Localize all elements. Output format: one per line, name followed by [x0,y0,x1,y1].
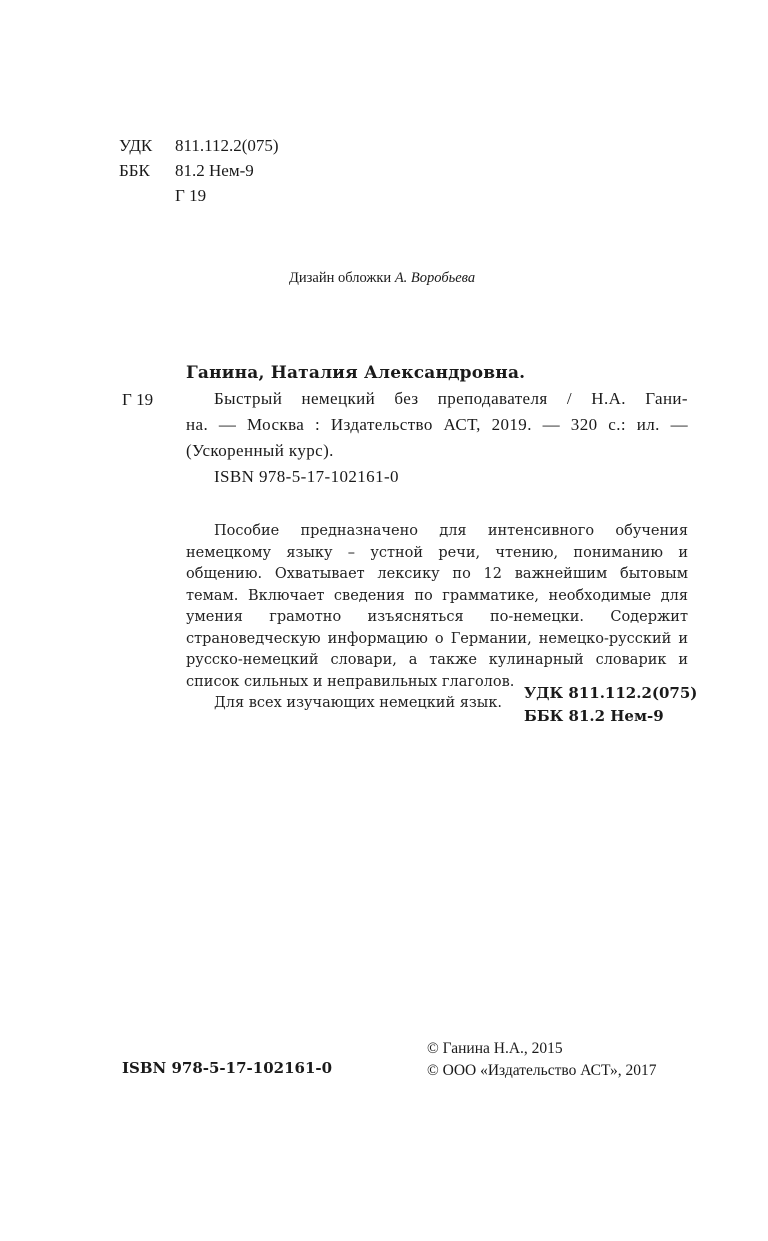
bibliographic-description [186,386,688,490]
copyright-author: © Ганина Н.А., 2015 [427,1040,563,1057]
copyright-publisher: © ООО «Издательство АСТ», 2017 [427,1062,657,1079]
cover-design-prefix: Дизайн обложки [289,270,392,286]
author-mark-row [119,183,279,208]
isbn-record: ISBN 978-5-17-102161-0 [214,467,399,486]
description-line-3: (Ускоренный курс). [186,441,334,460]
isbn-footer: ISBN 978-5-17-102161-0 [122,1059,333,1077]
classification-right-block [524,682,697,728]
bbk-label: ББК [119,161,150,180]
bbk-value: 81.2 Нем-9 [175,161,254,180]
annotation-paragraph-2: Для всех изучающих немецкий язык. [214,695,502,711]
description-line-1: Быстрый немецкий без преподавателя / Н.А. Гани- [214,389,688,408]
bbk-row [119,158,279,183]
bbk-right: ББК 81.2 Нем-9 [524,707,664,725]
annotation-paragraph-1: Пособие предназначено для интенсивного обучения немецкому языку – устной речи, чтению, пониманию и общению. Охватывает лексику по 12 важнейшим бытовым темам. Включает сведения по грамматике, необходимые для умения грамотно изъясняться по-немецки. Содержит страноведческую информацию о Германии, немецко-русский и русско-немецкий словари, а также кулинарный словарик и список сильных и неправильных глаголов. [186,523,688,690]
cover-designer-name: А. Воробьева [394,270,476,286]
cover-design-credit [289,270,475,287]
copyright-block [427,1038,657,1082]
author-mark: Г 19 [175,186,207,205]
author-mark-left: Г 19 [122,390,154,409]
udc-label: УДК [119,136,153,155]
author-heading: Ганина, Наталия Александровна. [186,363,526,383]
udc-row [119,133,279,158]
classification-block [119,133,279,208]
udc-right: УДК 811.112.2(075) [524,684,698,702]
description-line-2: на. — Москва : Издательство АСТ, 2019. — 320 с.: ил. — [186,415,688,434]
udc-value: 811.112.2(075) [175,136,279,155]
